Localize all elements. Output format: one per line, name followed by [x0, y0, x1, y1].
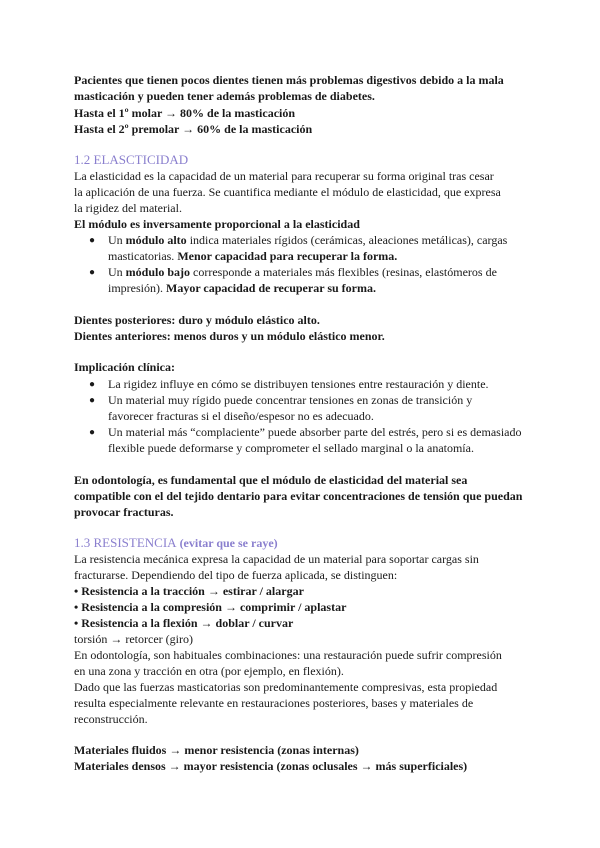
bullet-dot: ●	[89, 235, 96, 246]
implicacion-title: Implicación clínica:	[74, 360, 175, 374]
intro-line: masticación y pueden tener además problemas de diabetes.	[74, 89, 375, 103]
section-heading-elasticidad: 1.2 ELASCTICIDAD	[74, 152, 189, 167]
paragraph-line: reconstrucción.	[74, 712, 148, 726]
list-item: Un material muy rígido puede concentrar tensiones en zonas de transición y	[108, 393, 473, 407]
conclusion-line: provocar fracturas.	[74, 505, 174, 519]
list-item-continuation: impresión). Mayor capacidad de recuperar su forma.	[108, 281, 376, 295]
section-heading-resistencia: 1.3 RESISTENCIA (evitar que se raye)	[74, 535, 278, 550]
list-item: Un material más “complaciente” puede absorber parte del estrés, pero si es demasiado	[108, 425, 522, 439]
paragraph-line: resulta especialmente relevante en restauraciones posteriores, bases y materiales de	[74, 696, 474, 710]
force-compresion: • Resistencia a la compresión → comprimir / aplastar	[74, 600, 347, 614]
intro-premolar-line: Hasta el 2º premolar → 60% de la masticación	[74, 122, 313, 136]
bullet-dot: ●	[89, 427, 96, 438]
paragraph-line: la aplicación de una fuerza. Se cuantifica mediante el módulo de elasticidad, que expresa	[74, 185, 501, 199]
bullet-dot: ●	[89, 267, 96, 278]
list-item-continuation: masticatorias. Menor capacidad para recuperar la forma.	[108, 249, 398, 263]
torsion-line: torsión → retorcer (giro)	[74, 632, 193, 646]
list-item: Un módulo bajo corresponde a materiales más flexibles (resinas, elastómeros de	[108, 265, 497, 279]
conclusion-line: compatible con el del tejido dentario para evitar concentraciones de tensión que puedan	[74, 489, 523, 503]
paragraph-line: La resistencia mecánica expresa la capacidad de un material para soportar cargas sin	[74, 552, 479, 566]
materiales-densos-line: Materiales densos → mayor resistencia (zonas oclusales → más superficiales)	[74, 759, 468, 773]
list-item-continuation: favorecer fracturas si el diseño/espesor no es adecuado.	[108, 409, 374, 423]
intro-molar-line: Hasta el 1º molar → 80% de la masticación	[74, 106, 296, 120]
paragraph-line: en una zona y tracción en otra (por ejemplo, en flexión).	[74, 664, 344, 678]
bold-statement: El módulo es inversamente proporcional a la elasticidad	[74, 217, 360, 231]
paragraph-line: La elasticidad es la capacidad de un material para recuperar su forma original tras cesar	[74, 169, 494, 183]
list-item-continuation: flexible puede deformarse y comprometer el sellado marginal o la anatomía.	[108, 441, 474, 455]
list-item: Un módulo alto indica materiales rígidos (cerámicas, aleaciones metálicas), cargas	[108, 233, 508, 247]
anteriores-line: Dientes anteriores: menos duros y un módulo elástico menor.	[74, 329, 385, 343]
intro-line: Pacientes que tienen pocos dientes tienen más problemas digestivos debido a la mala	[74, 73, 504, 87]
paragraph-line: la rigidez del material.	[74, 201, 182, 215]
force-traccion: • Resistencia a la tracción → estirar / alargar	[74, 584, 304, 598]
bullet-dot: ●	[89, 379, 96, 390]
list-item: La rigidez influye en cómo se distribuyen tensiones entre restauración y diente.	[108, 377, 489, 391]
paragraph-line: fracturarse. Dependiendo del tipo de fuerza aplicada, se distinguen:	[74, 568, 398, 582]
paragraph-line: En odontología, son habituales combinaciones: una restauración puede sufrir compresión	[74, 648, 502, 662]
posteriores-line: Dientes posteriores: duro y módulo elástico alto.	[74, 313, 320, 327]
paragraph-line: Dado que las fuerzas masticatorias son predominantemente compresivas, esta propiedad	[74, 680, 498, 694]
materiales-fluidos-line: Materiales fluidos → menor resistencia (zonas internas)	[74, 743, 359, 757]
force-flexion: • Resistencia a la flexión → doblar / curvar	[74, 616, 294, 630]
conclusion-line: En odontología, es fundamental que el módulo de elasticidad del material sea	[74, 473, 468, 487]
bullet-dot: ●	[89, 395, 96, 406]
